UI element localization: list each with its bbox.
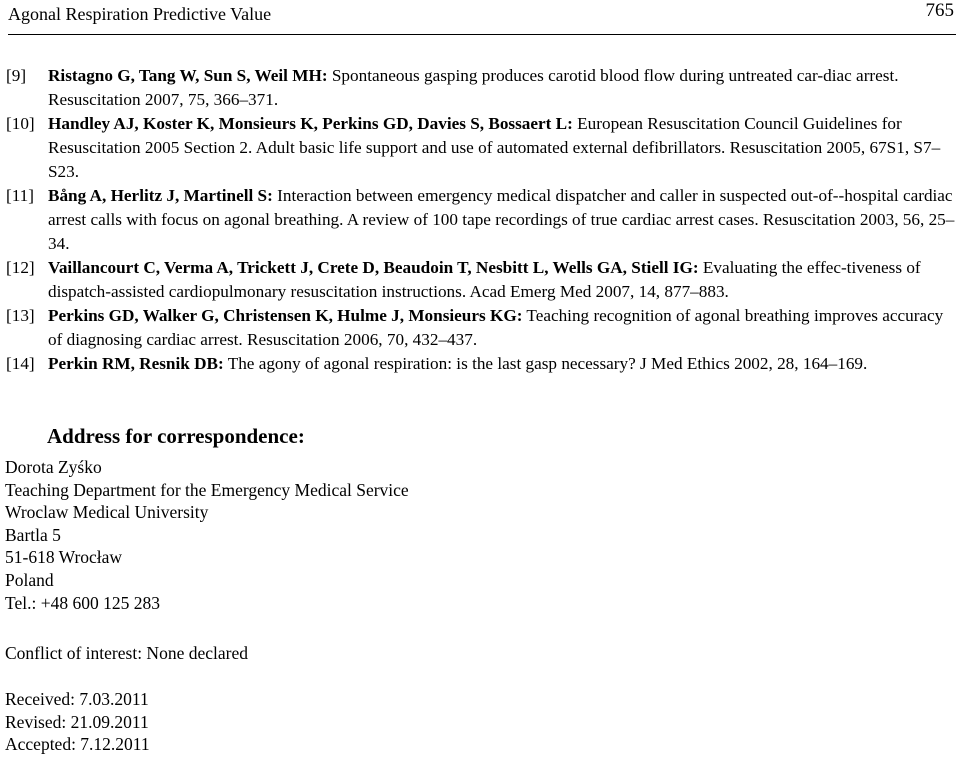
- revised-date: Revised: 21.09.2011: [5, 711, 149, 732]
- reference-item: [6, 184, 958, 256]
- correspondence-country: Poland: [5, 569, 54, 590]
- reference-text: Spontaneous gasping produces carotid blood flow during untreated car-diac arrest. Resuscitation 2007, 75, 366–371.: [48, 66, 899, 109]
- reference-text: Interaction between emergency medical dispatcher and caller in suspected out-of--hospital cardiac arrest calls with focus on agonal breathing. A review of 100 tape recordings of true cardiac arrest cases. Resuscitation 2003, 56, 25–34.: [48, 186, 955, 253]
- correspondence-department: Teaching Department for the Emergency Medical Service: [5, 479, 409, 500]
- reference-authors: Handley AJ, Koster K, Monsieurs K, Perkins GD, Davies S, Bossaert L:: [48, 114, 573, 133]
- reference-number: [9]: [6, 66, 27, 85]
- page-number: 765: [925, 0, 954, 21]
- running-title: Agonal Respiration Predictive Value: [8, 4, 272, 24]
- reference-item: [6, 112, 958, 184]
- reference-authors: Bång A, Herlitz J, Martinell S:: [48, 186, 273, 205]
- reference-authors: Ristagno G, Tang W, Sun S, Weil MH:: [48, 66, 328, 85]
- correspondence-phone: Tel.: +48 600 125 283: [5, 592, 160, 613]
- reference-item: [6, 64, 958, 112]
- reference-number: [11]: [6, 186, 34, 205]
- correspondence-name: Dorota Zyśko: [5, 457, 102, 477]
- correspondence-university: Wroclaw Medical University: [5, 502, 209, 523]
- reference-item: [6, 256, 958, 304]
- received-date: Received: 7.03.2011: [5, 689, 149, 709]
- reference-text: Teaching recognition of agonal breathing improves accuracy of diagnosing cardiac arrest. Resuscitation 2006, 70, 432–437.: [48, 306, 944, 349]
- reference-number: [13]: [6, 306, 35, 325]
- reference-number: [14]: [6, 354, 35, 373]
- reference-item: [6, 352, 958, 376]
- reference-list: [6, 64, 958, 376]
- conflict-of-interest: Conflict of interest: None declared: [5, 643, 248, 663]
- correspondence-address: [5, 456, 409, 614]
- reference-authors: Vaillancourt C, Verma A, Trickett J, Crete D, Beaudoin T, Nesbitt L, Wells GA, Stiell IG:: [48, 258, 699, 277]
- reference-text: European Resuscitation Council Guidelines for Resuscitation 2005 Section 2. Adult basic life support and use of automated external defibrillators. Resuscitation 2005, 67S1, S7–S23.: [48, 114, 941, 181]
- reference-number: [12]: [6, 258, 35, 277]
- reference-item: [6, 304, 958, 352]
- correspondence-heading: Address for correspondence:: [47, 424, 305, 448]
- reference-text: The agony of agonal respiration: is the last gasp necessary? J Med Ethics 2002, 28, 164–169.: [223, 354, 868, 373]
- correspondence-city: 51-618 Wrocław: [5, 547, 123, 568]
- reference-authors: Perkins GD, Walker G, Christensen K, Hulme J, Monsieurs KG:: [48, 306, 523, 325]
- article-dates: [5, 688, 150, 756]
- reference-text: Evaluating the effec-tiveness of dispatch-assisted cardiopulmonary resuscitation instructions. Acad Emerg Med 2007, 14, 877–883.: [48, 258, 921, 301]
- accepted-date: Accepted: 7.12.2011: [5, 734, 150, 755]
- correspondence-street: Bartla 5: [5, 524, 61, 545]
- reference-number: [10]: [6, 114, 35, 133]
- reference-authors: Perkin RM, Resnik DB:: [48, 354, 224, 373]
- header-rule: [8, 34, 956, 35]
- page-header: [0, 0, 960, 34]
